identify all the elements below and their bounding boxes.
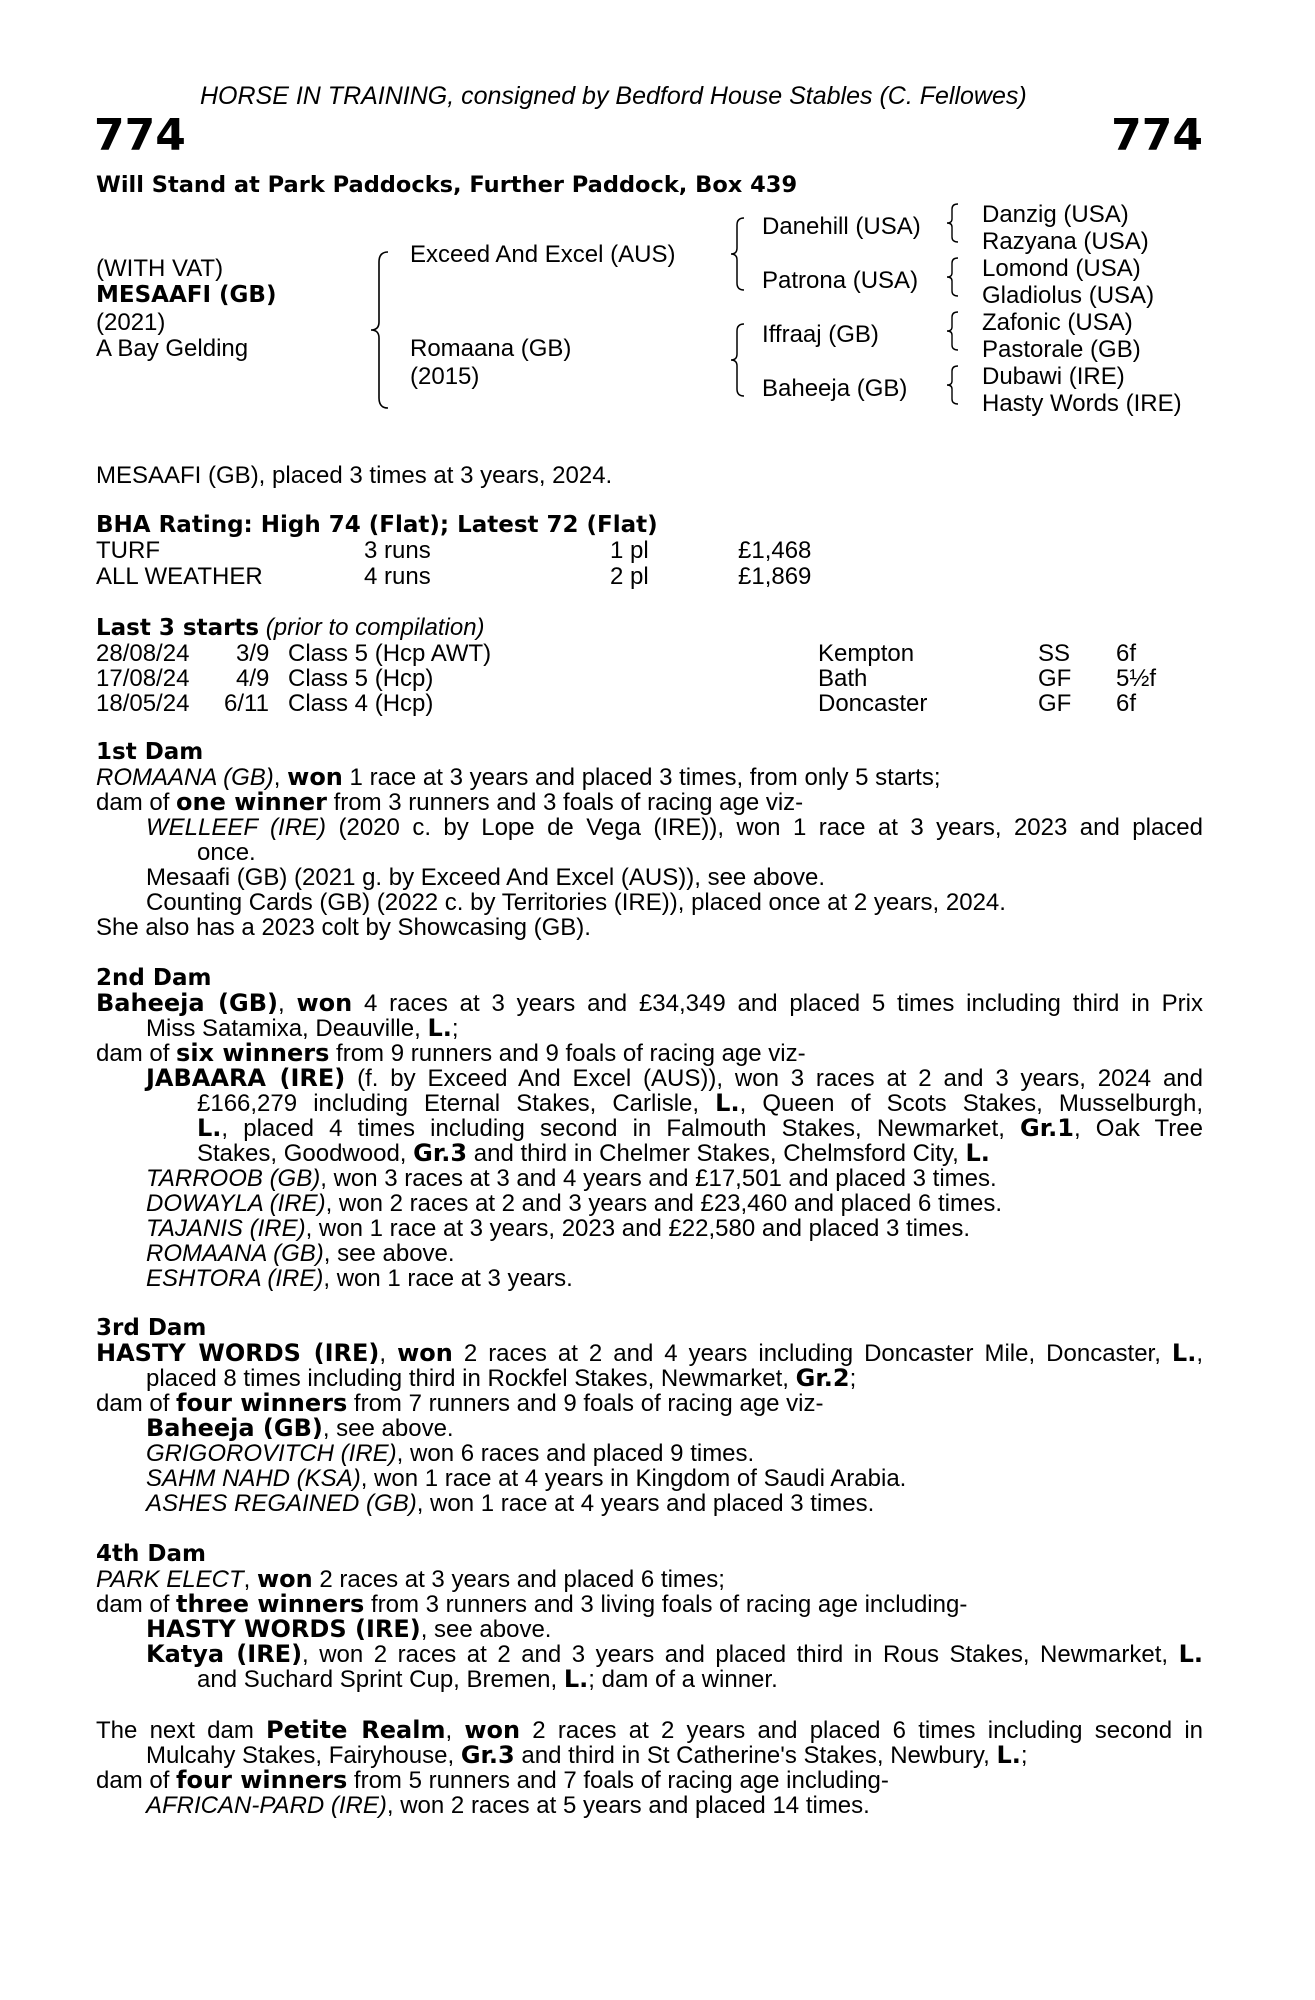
rating-turf-runs: 3 runs [364, 537, 431, 564]
dam3-line-7: ASHES REGAINED (GB), won 1 race at 4 years and placed 3 times. [146, 1490, 875, 1517]
pedigree-brace-g3 [944, 310, 960, 352]
dam2-line-1: Baheeja (GB), won 4 races at 3 years and £34,349 and placed 5 times including third in Prix [96, 989, 1204, 1017]
start-3-going: GF [1038, 690, 1072, 717]
pedigree-brace-g4 [944, 364, 960, 406]
next-dam-line-1: The next dam Petite Realm, won 2 races at 2 years and placed 6 times including second in [96, 1716, 1203, 1744]
stand-location: Will Stand at Park Paddocks, Further Paddock, Box 439 [96, 172, 798, 198]
consignment-line: HORSE IN TRAINING, consigned by Bedford House Stables (C. Fellowes) [200, 82, 1027, 110]
start-3-race: Class 4 (Hcp) [288, 690, 434, 717]
start-1-course: Kempton [818, 640, 915, 667]
dam4-heading: 4th Dam [96, 1541, 206, 1567]
dam1-line-5: Mesaafi (GB) (2021 g. by Exceed And Excel (AUS)), see above. [146, 864, 825, 891]
start-1-race: Class 5 (Hcp AWT) [288, 640, 492, 667]
start-2-distance: 5½f [1116, 665, 1157, 692]
rating-aw-surface: ALL WEATHER [96, 563, 263, 590]
pedigree-sire-sire: Danehill (USA) [762, 213, 921, 240]
rating-turf-earnings: £1,468 [738, 537, 812, 564]
pedigree-g2: Razyana (USA) [982, 228, 1149, 255]
dam2-line-10: TAJANIS (IRE), won 1 race at 3 years, 2023 and £22,580 and placed 3 times. [146, 1215, 971, 1242]
lot-number-right: 774 [1111, 110, 1203, 161]
dam2-line-7: Stakes, Goodwood, Gr.3 and third in Chelmer Stakes, Chelmsford City, L. [197, 1139, 990, 1167]
dam1-heading: 1st Dam [96, 739, 204, 765]
race-summary: MESAAFI (GB), placed 3 times at 3 years, 2024. [96, 462, 613, 489]
pedigree-dam-sire: Iffraaj (GB) [762, 321, 879, 348]
dam1-line-7: She also has a 2023 colt by Showcasing (GB). [96, 914, 591, 941]
dam2-line-5: £166,279 including Eternal Stakes, Carlisle, L., Queen of Scots Stakes, Musselburgh, [197, 1089, 1203, 1117]
start-1-position: 3/9 [236, 640, 270, 667]
next-dam-line-4: AFRICAN-PARD (IRE), won 2 races at 5 years and placed 14 times. [146, 1792, 870, 1819]
next-dam-line-2: Mulcahy Stakes, Fairyhouse, Gr.3 and third in St Catherine's Stakes, Newbury, L.; [146, 1741, 1028, 1769]
dam1-line-3: WELLEEF (IRE) (2020 c. by Lope de Vega (IRE)), won 1 race at 3 years, 2023 and placed [146, 814, 1203, 841]
dam1-line-1: ROMAANA (GB), won 1 race at 3 years and placed 3 times, from only 5 starts; [96, 763, 941, 791]
dam3-line-2: placed 8 times including third in Rockfel Stakes, Newmarket, Gr.2; [146, 1364, 857, 1392]
start-2-date: 17/08/24 [96, 665, 190, 692]
dam2-line-3: dam of six winners from 9 runners and 9 foals of racing age viz- [96, 1039, 806, 1067]
dam3-line-4: Baheeja (GB), see above. [146, 1414, 454, 1442]
dam1-name: ROMAANA (GB) [96, 764, 274, 791]
dam2-line-12: ESHTORA (IRE), won 1 race at 3 years. [146, 1265, 573, 1292]
dam2-line-11: ROMAANA (GB), see above. [146, 1240, 455, 1267]
dam4-line-5: and Suchard Sprint Cup, Bremen, L.; dam of a winner. [197, 1665, 778, 1693]
pedigree-dam: Romaana (GB) [410, 335, 572, 362]
pedigree-sire: Exceed And Excel (AUS) [410, 241, 676, 268]
rating-aw-runs: 4 runs [364, 563, 431, 590]
pedigree-g8: Hasty Words (IRE) [982, 390, 1182, 417]
start-2-going: GF [1038, 665, 1072, 692]
rating-aw-placed: 2 pl [610, 563, 649, 590]
dam3-line-3: dam of four winners from 7 runners and 9 foals of racing age viz- [96, 1389, 824, 1417]
pedigree-brace-main [368, 250, 390, 410]
pedigree-g6: Pastorale (GB) [982, 336, 1141, 363]
lot-number-left: 774 [94, 110, 186, 161]
horse-description: A Bay Gelding [96, 335, 249, 362]
rating-turf-placed: 1 pl [610, 537, 649, 564]
dam3-name: HASTY WORDS (IRE) [96, 1339, 380, 1367]
dam2-offspring-1: JABAARA (IRE) [146, 1064, 346, 1092]
dam4-line-4: Katya (IRE), won 2 races at 2 and 3 years and placed third in Rous Stakes, Newmarket, L. [146, 1640, 1203, 1668]
start-1-date: 28/08/24 [96, 640, 190, 667]
dam2-line-6: L., placed 4 times including second in Falmouth Stakes, Newmarket, Gr.1, Oak Tree [197, 1114, 1203, 1142]
pedigree-brace-dam [728, 322, 746, 398]
dam4-name: PARK ELECT [96, 1566, 244, 1593]
start-3-distance: 6f [1116, 690, 1137, 717]
pedigree-g5: Zafonic (USA) [982, 309, 1133, 336]
dam1-line-6: Counting Cards (GB) (2022 c. by Territories (IRE)), placed once at 2 years, 2024. [146, 889, 1006, 916]
pedigree-brace-g1 [944, 202, 960, 244]
pedigree-g7: Dubawi (IRE) [982, 363, 1125, 390]
pedigree-brace-g2 [944, 256, 960, 298]
dam2-line-9: DOWAYLA (IRE), won 2 races at 2 and 3 years and £23,460 and placed 6 times. [146, 1190, 1003, 1217]
start-1-distance: 6f [1116, 640, 1137, 667]
dam1-line-2: dam of one winner from 3 runners and 3 foals of racing age viz- [96, 788, 804, 816]
horse-name: MESAAFI (GB) [96, 282, 277, 308]
next-dam-line-3: dam of four winners from 5 runners and 7 foals of racing age including- [96, 1766, 889, 1794]
pedigree-g3: Lomond (USA) [982, 255, 1141, 282]
last-starts-note: (prior to compilation) [265, 614, 485, 641]
start-2-course: Bath [818, 665, 868, 692]
pedigree-dam-dam: Baheeja (GB) [762, 375, 908, 402]
dam2-line-2: Miss Satamixa, Deauville, L.; [146, 1014, 459, 1042]
next-dam-name: Petite Realm [266, 1716, 446, 1744]
dam2-heading: 2nd Dam [96, 965, 212, 991]
dam3-line-1: HASTY WORDS (IRE), won 2 races at 2 and 4 years including Doncaster Mile, Doncaster, L., [96, 1339, 1203, 1367]
dam3-line-5: GRIGOROVITCH (IRE), won 6 races and placed 9 times. [146, 1440, 755, 1467]
start-3-date: 18/05/24 [96, 690, 190, 717]
vat-note: (WITH VAT) [96, 255, 224, 282]
dam1-line-4: once. [197, 839, 256, 866]
pedigree-brace-sire [728, 216, 746, 292]
dam3-line-6: SAHM NAHD (KSA), won 1 race at 4 years in Kingdom of Saudi Arabia. [146, 1465, 907, 1492]
pedigree-sire-dam: Patrona (USA) [762, 267, 919, 294]
dam4-line-1: PARK ELECT, won 2 races at 3 years and placed 6 times; [96, 1565, 725, 1593]
rating-turf-surface: TURF [96, 537, 160, 564]
start-1-going: SS [1038, 640, 1071, 667]
dam2-line-8: TARROOB (GB), won 3 races at 3 and 4 years and £17,501 and placed 3 times. [146, 1165, 997, 1192]
last-starts-heading-line [96, 614, 485, 642]
start-2-position: 4/9 [236, 665, 270, 692]
dam2-line-4: JABAARA (IRE) (f. by Exceed And Excel (AUS)), won 3 races at 2 and 3 years, 2024 and [146, 1064, 1203, 1092]
dam2-name: Baheeja (GB) [96, 989, 278, 1017]
horse-year: (2021) [96, 309, 166, 336]
dam3-heading: 3rd Dam [96, 1315, 207, 1341]
start-3-position: 6/11 [224, 690, 269, 717]
start-3-course: Doncaster [818, 690, 928, 717]
dam1-offspring-1: WELLEEF (IRE) [146, 814, 327, 841]
rating-aw-earnings: £1,869 [738, 563, 812, 590]
pedigree-dam-year: (2015) [410, 363, 480, 390]
dam4-line-2: dam of three winners from 3 runners and 3 living foals of racing age including- [96, 1590, 968, 1618]
last-starts-heading: Last 3 starts [96, 615, 260, 641]
bha-rating-heading: BHA Rating: High 74 (Flat); Latest 72 (Flat) [96, 512, 658, 538]
pedigree-g1: Danzig (USA) [982, 201, 1129, 228]
dam4-line-3: HASTY WORDS (IRE), see above. [146, 1615, 552, 1643]
start-2-race: Class 5 (Hcp) [288, 665, 434, 692]
pedigree-g4: Gladiolus (USA) [982, 282, 1155, 309]
